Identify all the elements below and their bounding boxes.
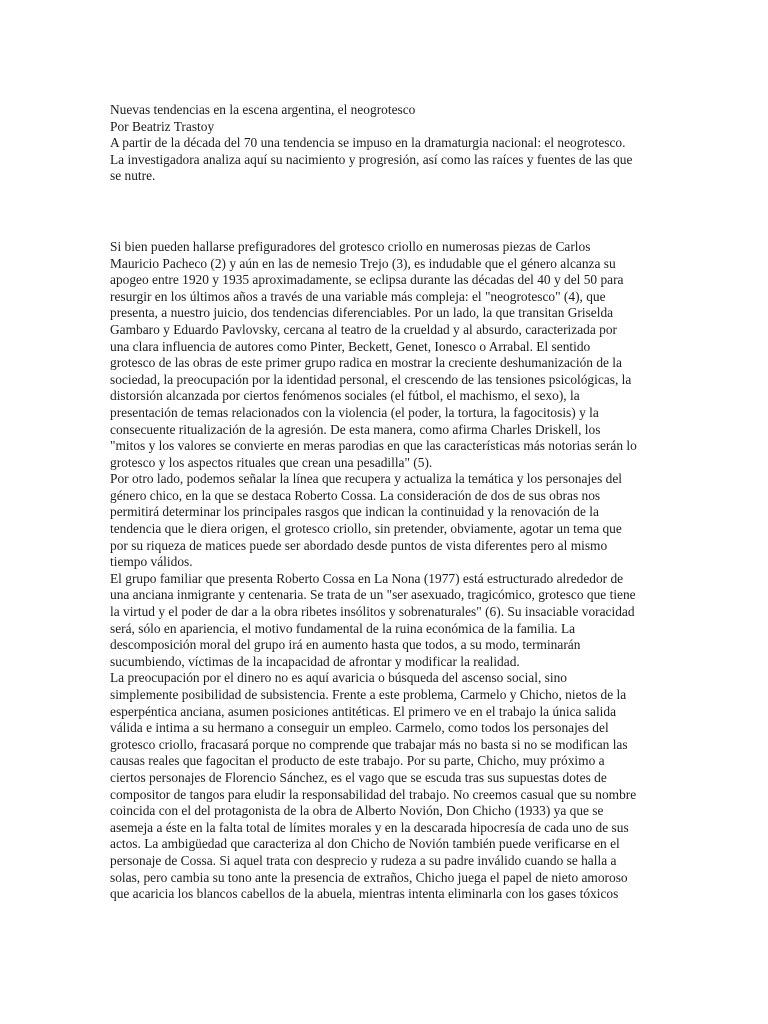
document-content [110, 102, 718, 903]
document-title: Nuevas tendencias en la escena argentina, el neogrotesco [110, 102, 416, 117]
article-body [110, 239, 718, 903]
body-paragraph: Por otro lado, podemos señalar la línea que recupera y actualiza la temática y los personajes del género chico, en la que se destaca Roberto Cossa. La consideración de dos de sus obras nos permitirá determinar los principales rasgos que indican la continuidad y la renovación de la tendencia que le diera origen, el grotesco criollo, sin pretender, obviamente, agotar un tema que por su riqueza de matices puede ser abordado desde puntos de vista diferentes pero al mismo tiempo válidos. [110, 471, 622, 570]
body-paragraph: El grupo familiar que presenta Roberto Cossa en La Nona (1977) está estructurado alrededor de una anciana inmigrante y centenaria. Se trata de un "ser asexuado, tragicómico, grotesco que tiene la virtud y el poder de dar a la obra ribetes insólitos y sobrenaturales" (6). Su insaciable voracidad será, sólo en apariencia, el motivo fundamental de la ruina económica de la familia. La descomposición moral del grupo irá en aumento hasta que todos, a su modo, terminarán sucumbiendo, víctimas de la incapacidad de afrontar y modificar la realidad. [110, 570, 636, 669]
body-paragraph: La preocupación por el dinero no es aquí avaricia o búsqueda del ascenso social, sino simplemente posibilidad de subsistencia. Frente a este problema, Carmelo y Chicho, nietos de la esperpéntica anciana, asumen posiciones antitéticas. El primero ve en el trabajo la única salida válida e intima a su hermano a conseguir un empleo. Carmelo, como todos los personajes del grotesco criollo, fracasará porque no comprende que trabajar más no basta si no se modifican las causas reales que fagocitan el producto de este trabajo. Por su parte, Chicho, muy próximo a ciertos personajes de Florencio Sánchez, es el vago que se escuda tras sus supuestas dotes de compositor de tangos para eludir la responsabilidad del trabajo. No creemos casual que su nombre coincida con el del protagonista de la obra de Alberto Novión, Don Chicho (1933) ya que se asemeja a éste en la falta total de límites morales y en la descarada hipocresía de cada uno de sus actos. La ambigüedad que caracteriza al don Chicho de Novión también puede verificarse en el personaje de Cossa. Si aquel trata con desprecio y rudeza a su padre inválido cuando se halla a solas, pero cambia su tono ante la presencia de extraños, Chicho juega el papel de nieto amoroso que acaricia los blancos cabellos de la abuela, mientras intenta eliminarla con los gases tóxicos [110, 670, 637, 902]
title-block [110, 102, 718, 135]
author-byline: Por Beatriz Trastoy [110, 118, 215, 134]
body-paragraph: Si bien pueden hallarse prefiguradores del grotesco criollo en numerosas piezas de Carlos Mauricio Pacheco (2) y aún en las de nemesio Trejo (3), es indudable que el género alcanza su apogeo entre 1920 y 1935 aproximadamente, se eclipsa durante las décadas del 40 y del 50 para resurgir en los últimos años a través de una variable más compleja: el "neogrotesco" (4), que presenta, a nuestro juicio, dos tendencias diferenciables. Por un lado, la que transitan Griselda Gambaro y Eduardo Pavlovsky, cercana al teatro de la crueldad y al absurdo, caracterizada por una clara influencia de autores como Pinter, Beckett, Genet, Ionesco o Arrabal. El sentido grotesco de las obras de este primer grupo radica en mostrar la creciente deshumanización de la sociedad, la preocupación por la identidad personal, el crescendo de las tensiones psicológicas, la distorsión alcanzada por ciertos fenómenos sociales (el fútbol, el machismo, el sexo), la presentación de temas relacionados con la violencia (el poder, la tortura, la fagocitosis) y la consecuente ritualización de la agresión. De esta manera, como afirma Charles Driskell, los "mitos y los valores se convierte en meras parodias en que las características más notorias serán lo grotesco y los aspectos rituales que crean una pesadilla" (5). [110, 238, 637, 470]
abstract-paragraph: A partir de la década del 70 una tendencia se impuso en la dramaturgia nacional: el neogrotesco. La investigadora analiza aquí su nacimiento y progresión, así como las raíces y fuentes de las que se nutre. [110, 135, 633, 184]
